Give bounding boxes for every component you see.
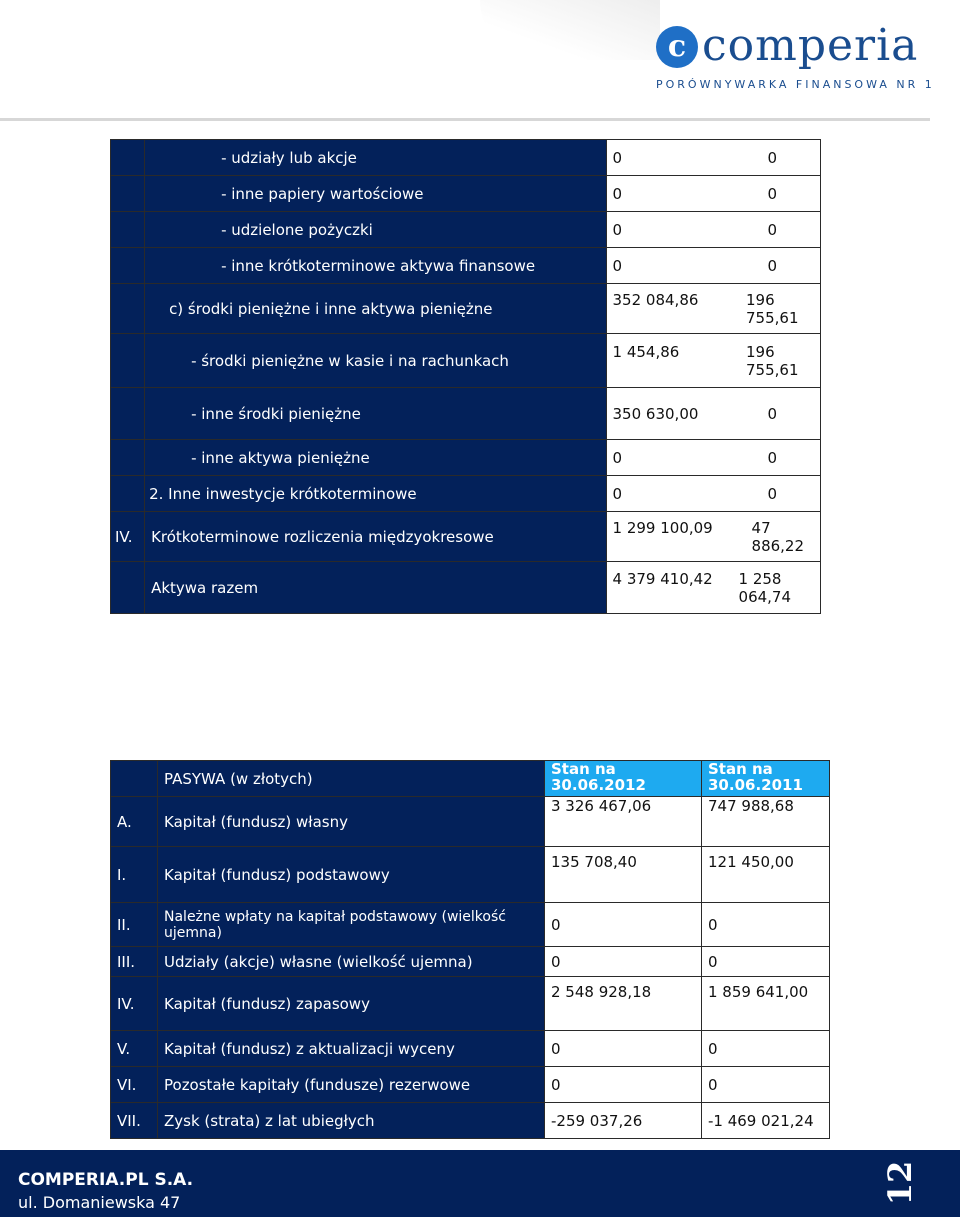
header-number-cell [111,761,158,797]
row-number [111,440,145,476]
footer-company: COMPERIA.PL S.A. [18,1170,194,1190]
value-2012: 0 [545,903,702,947]
table-row [111,512,821,562]
table-row [111,388,821,440]
value-2012: 3 326 467,06 [545,797,702,847]
row-values [606,512,820,562]
table-row [111,797,830,847]
row-number: VI. [111,1067,158,1103]
column-header-2011: Stan na 30.06.2011 [702,761,830,797]
liabilities-table [110,760,830,1139]
value-2011: 0 [702,1067,830,1103]
value-2012: 0 [545,1031,702,1067]
table-row [111,212,821,248]
value-2011: 0 [767,148,778,167]
row-number: III. [111,947,158,977]
row-values [606,476,820,512]
row-values [606,212,820,248]
comperia-logo [652,18,942,98]
logo-tagline: PORÓWNYWARKA FINANSOWA NR 1 [656,78,935,91]
row-number [111,284,145,334]
value-2012: 0 [612,256,623,275]
row-label: Pozostałe kapitały (fundusze) rezerwowe [158,1067,545,1103]
value-2012: 2 548 928,18 [545,977,702,1031]
row-values [606,284,820,334]
row-label: Kapitał (fundusz) zapasowy [158,977,545,1031]
page-footer [0,1150,960,1217]
value-2011: 0 [767,448,778,467]
row-label: Kapitał (fundusz) podstawowy [158,847,545,903]
row-label: Kapitał (fundusz) z aktualizacji wyceny [158,1031,545,1067]
table-row [111,334,821,388]
value-2011: 1 859 641,00 [702,977,830,1031]
value-2012: 0 [612,184,623,203]
value-2011: 0 [767,404,778,423]
column-header-2012: Stan na 30.06.2012 [545,761,702,797]
row-number: A. [111,797,158,847]
row-number [111,212,145,248]
row-number: IV. [111,512,145,562]
table-row [111,977,830,1031]
value-2011: 0 [767,256,778,275]
row-label: 2. Inne inwestycje krótkoterminowe [145,476,606,512]
row-number: VII. [111,1103,158,1139]
row-number [111,176,145,212]
logo-mark-icon: c [656,26,698,68]
value-2011: 196 755,61 [746,290,799,327]
row-label: - udzielone pożyczki [145,212,606,248]
assets-table [110,139,821,614]
value-2011: 0 [767,220,778,239]
value-2011: 0 [702,947,830,977]
liabilities-title: PASYWA (w złotych) [158,761,545,797]
value-2012: 0 [612,448,623,467]
row-values [606,176,820,212]
value-2011: -1 469 021,24 [702,1103,830,1139]
table-row [111,1031,830,1067]
value-2012: 135 708,40 [545,847,702,903]
value-2011: 0 [767,184,778,203]
row-label: - inne środki pieniężne [145,388,606,440]
value-2012: 350 630,00 [612,404,699,423]
row-label: - inne krótkoterminowe aktywa finansowe [145,248,606,284]
row-values [606,388,820,440]
row-values [606,440,820,476]
value-2011: 747 988,68 [702,797,830,847]
value-2012: 0 [612,220,623,239]
table-header-row [111,761,830,797]
row-number: II. [111,903,158,947]
row-number [111,248,145,284]
table-row [111,176,821,212]
value-2012: 4 379 410,42 [612,569,713,588]
value-2011: 196 755,61 [746,342,799,379]
row-values [606,140,820,176]
table-row [111,847,830,903]
value-2011: 0 [702,903,830,947]
value-2011: 0 [767,484,778,503]
table-row [111,284,821,334]
value-2011: 47 886,22 [751,518,805,555]
row-label: c) środki pieniężne i inne aktywa pieniężne [145,284,606,334]
row-number [111,562,145,614]
table-row [111,440,821,476]
row-values [606,248,820,284]
row-number: V. [111,1031,158,1067]
row-label: - inne papiery wartościowe [145,176,606,212]
table-row [111,903,830,947]
row-values [606,334,820,388]
row-number: I. [111,847,158,903]
row-number [111,388,145,440]
value-2012: 352 084,86 [612,290,699,309]
row-label: Należne wpłaty na kapitał podstawowy (wielkość ujemna) [158,903,545,947]
row-number: IV. [111,977,158,1031]
table-row [111,476,821,512]
table-row [111,248,821,284]
logo-text: comperia [702,20,919,71]
table-row [111,947,830,977]
header-divider [0,118,930,121]
table-row [111,1103,830,1139]
table-row [111,1067,830,1103]
row-values [606,562,820,614]
row-number [111,140,145,176]
value-2012: 0 [545,947,702,977]
value-2011: 1 258 064,74 [738,569,792,606]
value-2011: 0 [702,1031,830,1067]
row-number [111,476,145,512]
footer-address: ul. Domaniewska 47 [18,1193,181,1212]
table-row [111,140,821,176]
value-2012: 0 [612,484,623,503]
row-label: Krótkoterminowe rozliczenia międzyokresowe [145,512,606,562]
value-2012: 0 [545,1067,702,1103]
row-label: - udziały lub akcje [145,140,606,176]
row-label: Aktywa razem [145,562,606,614]
value-2012: 1 454,86 [612,342,680,361]
value-2012: 0 [612,148,623,167]
value-2011: 121 450,00 [702,847,830,903]
row-number [111,334,145,388]
page-number: 12 [881,1160,919,1206]
row-label: - środki pieniężne w kasie i na rachunkach [145,334,606,388]
value-2012: -259 037,26 [545,1103,702,1139]
header-decoration [480,0,660,60]
row-label: Udziały (akcje) własne (wielkość ujemna) [158,947,545,977]
row-label: - inne aktywa pieniężne [145,440,606,476]
row-label: Zysk (strata) z lat ubiegłych [158,1103,545,1139]
row-label: Kapitał (fundusz) własny [158,797,545,847]
table-row [111,562,821,614]
value-2012: 1 299 100,09 [612,518,713,537]
